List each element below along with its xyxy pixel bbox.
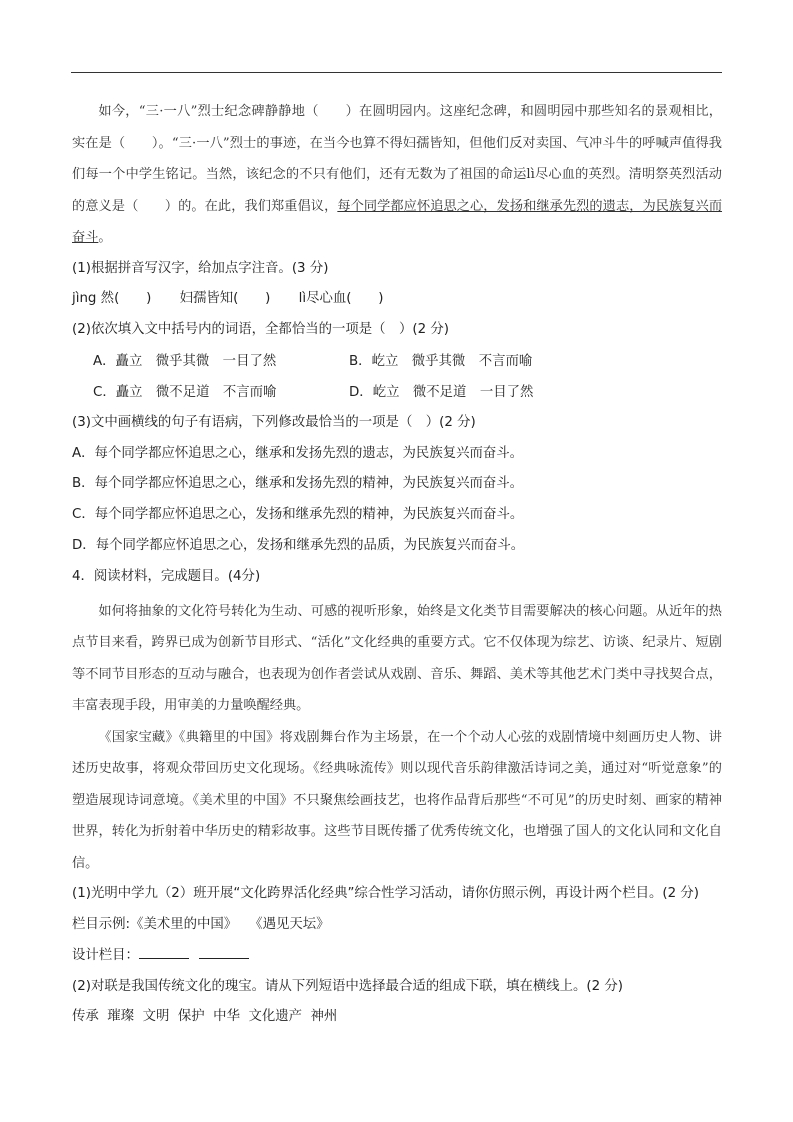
pinyin-item-li: lì尽心血( ) — [298, 291, 384, 307]
pinyin-item-jing: jìng 然( ) — [72, 291, 152, 307]
design-column-blank-1[interactable] — [139, 944, 189, 958]
question-4-title: 4．阅读材料，完成题目。(4分) — [72, 568, 261, 584]
question-1-title: (1)根据拼音写汉字，给加点字注音。(3 分) — [72, 260, 329, 276]
passage-end: 。 — [98, 230, 112, 245]
column-example-label: 栏目示例: — [72, 916, 131, 932]
question-2-options-row-2 — [72, 377, 722, 408]
reading-paragraph-1: 如何将抽象的文化符号转化为生动、可感的视听形象，始终是文化类节目需要解决的核心问题。从近年的热点节目来看，跨界已成为创新节目形式、“活化”文化经典的重要方式。它不仅体现为综艺、访谈、纪录片、短剧等不同节目形态的互动与融合，也表现为创作者尝试从戏剧、音乐、舞蹈、美术等其他艺术门类中寻找契合点，丰富表现手段，用审美的力量唤醒经典。 — [72, 603, 722, 714]
question-4-sub1-title: (1)光明中学九（2）班开展“文化跨界活化经典”综合性学习活动，请你仿照示例，再设计两个栏目。(2 分) — [72, 886, 699, 902]
phrase-list: 传承 璀璨 文明 保护 中华 文化遗产 神州 — [72, 1009, 338, 1025]
question-4-sub2-title: (2)对联是我国传统文化的瑰宝。请从下列短语中选择最合适的组成下联，填在横线上。(2 分) — [72, 978, 624, 994]
question-2-option-b: B．屹立 微乎其微 不言而喻 — [349, 353, 533, 369]
question-3-option-a: A．每个同学都应怀追思之心，继承和发扬先烈的遗志，为民族复兴而奋斗。 — [72, 445, 524, 461]
question-2-option-d: D．屹立 微不足道 一目了然 — [349, 384, 534, 400]
design-column-blank-2[interactable] — [199, 944, 249, 958]
question-2-option-a: A．矗立 微乎其微 一目了然 — [93, 353, 277, 369]
design-column-label: 设计栏目： — [72, 947, 139, 963]
question-2-title: (2)依次填入文中括号内的词语，全都恰当的一项是（ ）(2 分) — [72, 322, 449, 338]
question-2-options-row-1 — [72, 346, 722, 377]
column-example-2: 《遇见天坛》 — [249, 916, 330, 932]
passage-text: 如今，“三·一八”烈士纪念碑静静地（ ）在圆明园内。这座纪念碑，和圆明园中那些知名的景观相比，实在是（ ）。“三·一八”烈士的事迹，在当今也算不得妇孺皆知，但他们反对卖国、气冲斗牛的呼喊声值得我们每一个中学生铭记。当然，该纪念的不只有他们，还有无数为了祖国的命运lì尽心血的英烈。清明祭英烈活动的意义是（ ）的。在此，我们郑重倡议， — [72, 104, 722, 214]
question-3-title: (3)文中画横线的句子有语病，下列修改最恰当的一项是（ ）(2 分) — [72, 414, 476, 430]
question-3-option-b: B．每个同学都应怀追思之心，继承和发扬先烈的精神，为民族复兴而奋斗。 — [72, 476, 524, 492]
question-3-option-d: D．每个同学都应怀追思之心，发扬和继承先烈的品质，为民族复兴而奋斗。 — [72, 538, 525, 554]
pinyin-item-ru: 妇孺皆知( ) — [179, 291, 271, 307]
design-column-row — [72, 941, 722, 972]
question-3-option-c: C．每个同学都应怀追思之心，发扬和继承先烈的精神，为民族复兴而奋斗。 — [72, 507, 524, 523]
passage-paragraph — [72, 96, 722, 254]
column-example-1: 《美术里的中国》 — [130, 916, 238, 932]
question-1-items — [72, 284, 722, 315]
reading-paragraph-2: 《国家宝藏》《典籍里的中国》将戏剧舞台作为主场景，在一个个动人心弦的戏剧情境中刻画历史人物、讲述历史故事，将观众带回历史文化现场。《经典咏流传》则以现代音乐韵律激活诗词之美，通过对“听觉意象”的塑造展现诗词意境。《美术里的中国》不只聚焦绘画技艺，也将作品背后那些“不可见”的历史时刻、画家的精神世界，转化为折射着中华历史的精彩故事。这些节目既传播了优秀传统文化，也增强了国人的文化认同和文化自信。 — [72, 729, 722, 871]
underlined-sentence: 每个同学都应怀追思之心，发扬和继承先烈的遗志，为民族复兴而奋斗 — [72, 198, 723, 245]
question-2-option-c: C．矗立 微不足道 不言而喻 — [93, 384, 277, 400]
header-rule — [71, 72, 722, 73]
worksheet-content — [72, 96, 722, 1033]
column-example — [72, 910, 722, 941]
